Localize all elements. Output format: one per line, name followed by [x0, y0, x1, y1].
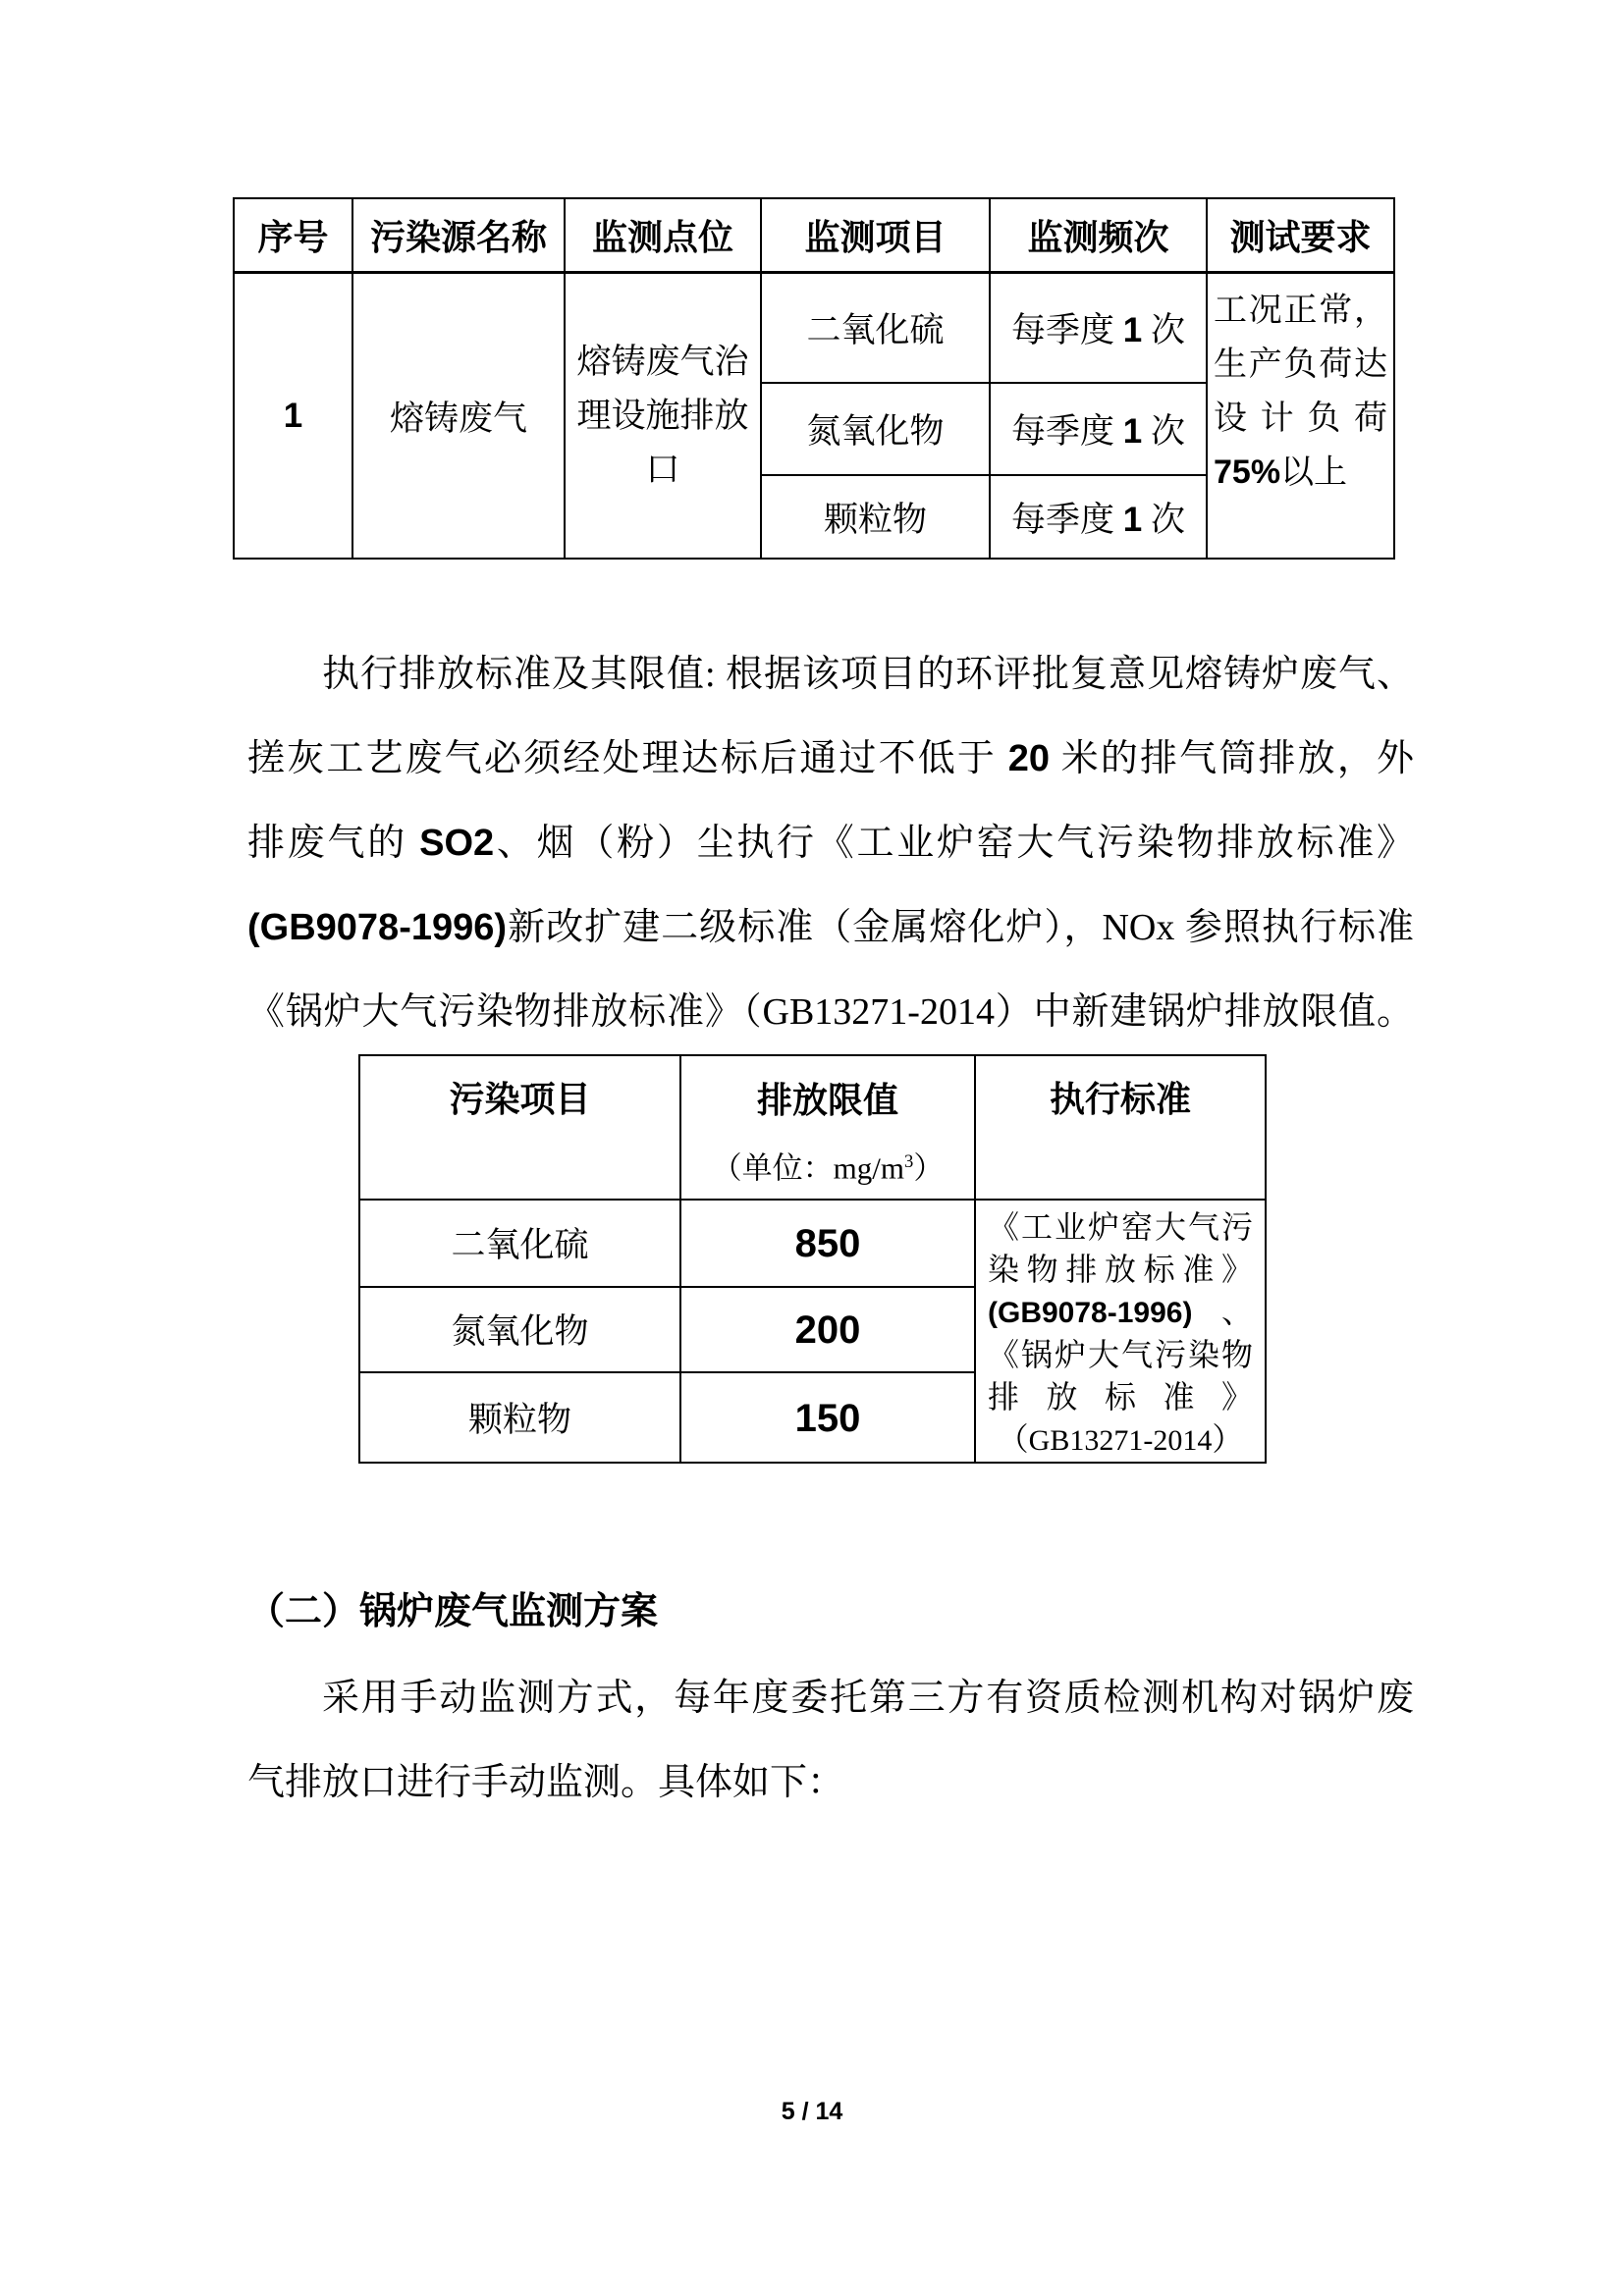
table1-cell-item-pm: 颗粒物 — [761, 475, 990, 559]
table2-header-pollutant: 污染项目 — [359, 1055, 680, 1200]
table2-header-limit — [680, 1055, 975, 1200]
table2-header-standard: 执行标准 — [975, 1055, 1266, 1200]
table1-cell-freq-pm: 每季度 1 次 — [990, 475, 1207, 559]
table2-cell-limit-nox: 200 — [680, 1287, 975, 1373]
standard-line: （GB13271-2014） — [997, 1421, 1244, 1457]
table2-cell-name-so2: 二氧化硫 — [359, 1200, 680, 1287]
requirement-line: 生产负荷达 — [1214, 347, 1387, 383]
table2-cell-limit-pm: 150 — [680, 1372, 975, 1463]
standard-line: 《锅炉大气污染物 — [988, 1337, 1253, 1372]
paragraph-line: 气排放口进行手动监测。具体如下： — [247, 1762, 845, 1803]
table1-header-item: 监测项目 — [761, 198, 990, 273]
standard-line: 染物排放标准》 — [988, 1252, 1253, 1287]
table2-cell-name-pm: 颗粒物 — [359, 1372, 680, 1463]
standard-line: (GB9078-1996)、 — [988, 1294, 1253, 1329]
limit-title: 排放限值 — [756, 1081, 898, 1120]
table2-header-row — [359, 1055, 1266, 1200]
table1-header-frequency: 监测频次 — [990, 198, 1207, 273]
table1-cell-item-nox: 氮氧化物 — [761, 383, 990, 475]
section-heading-boiler-plan: （二）锅炉废气监测方案 — [247, 1591, 659, 1632]
requirement-line: 工况正常， — [1214, 293, 1387, 329]
table1-cell-monitor-point: 熔铸废气治理设施排放口 — [565, 273, 761, 560]
table1-row-so2 — [234, 273, 1394, 384]
table1-header-point: 监测点位 — [565, 198, 761, 273]
table1-cell-requirement — [1207, 273, 1394, 560]
paragraph-boiler-monitoring — [247, 1656, 1414, 1825]
table1-cell-item-so2: 二氧化硫 — [761, 273, 990, 384]
table1-cell-index: 1 — [234, 273, 352, 560]
table2-cell-name-nox: 氮氧化物 — [359, 1287, 680, 1373]
requirement-line: 设计负荷 — [1214, 400, 1387, 437]
monitoring-plan-table — [233, 197, 1395, 560]
table1-header-index: 序号 — [234, 198, 352, 273]
table1-header-row — [234, 198, 1394, 273]
paragraph-line: 《锅炉大气污染物排放标准》（GB13271-2014）中新建锅炉排放限值。 — [247, 991, 1414, 1033]
page-number: 5 / 14 — [781, 2098, 843, 2125]
standard-line: 《工业炉窑大气污 — [988, 1209, 1253, 1245]
table1-cell-source: 熔铸废气 — [352, 273, 565, 560]
paragraph-line: 采用手动监测方式，每年度委托第三方有资质检测机构对锅炉废 — [322, 1678, 1414, 1719]
paragraph-line: 搓灰工艺废气必须经处理达标后通过不低于 20 米的排气筒排放，外 — [247, 738, 1414, 779]
paragraph-line: (GB9078-1996)新改扩建二级标准（金属熔化炉），NOx 参照执行标准 — [247, 907, 1414, 948]
table1-header-requirement: 测试要求 — [1207, 198, 1394, 273]
table1-cell-freq-so2: 每季度 1 次 — [990, 273, 1207, 384]
paragraph-line: 排废气的 SO2、烟（粉）尘执行《工业炉窑大气污染物排放标准》 — [247, 823, 1414, 864]
requirement-line: 75%以上 — [1214, 454, 1348, 491]
limit-unit: （单位：$mg/m^3$） — [711, 1150, 945, 1186]
table2-cell-standard — [975, 1200, 1266, 1463]
table2-row-so2 — [359, 1200, 1266, 1287]
paragraph-line: 执行排放标准及其限值: 根据该项目的环评批复意见熔铸炉废气、 — [322, 654, 1414, 695]
emission-limits-table — [358, 1054, 1267, 1464]
table1-header-source: 污染源名称 — [352, 198, 565, 273]
table1-cell-freq-nox: 每季度 1 次 — [990, 383, 1207, 475]
table2-cell-limit-so2: 850 — [680, 1200, 975, 1287]
paragraph-emission-standards — [247, 632, 1414, 1054]
standard-line: 排放标准》 — [988, 1379, 1253, 1415]
